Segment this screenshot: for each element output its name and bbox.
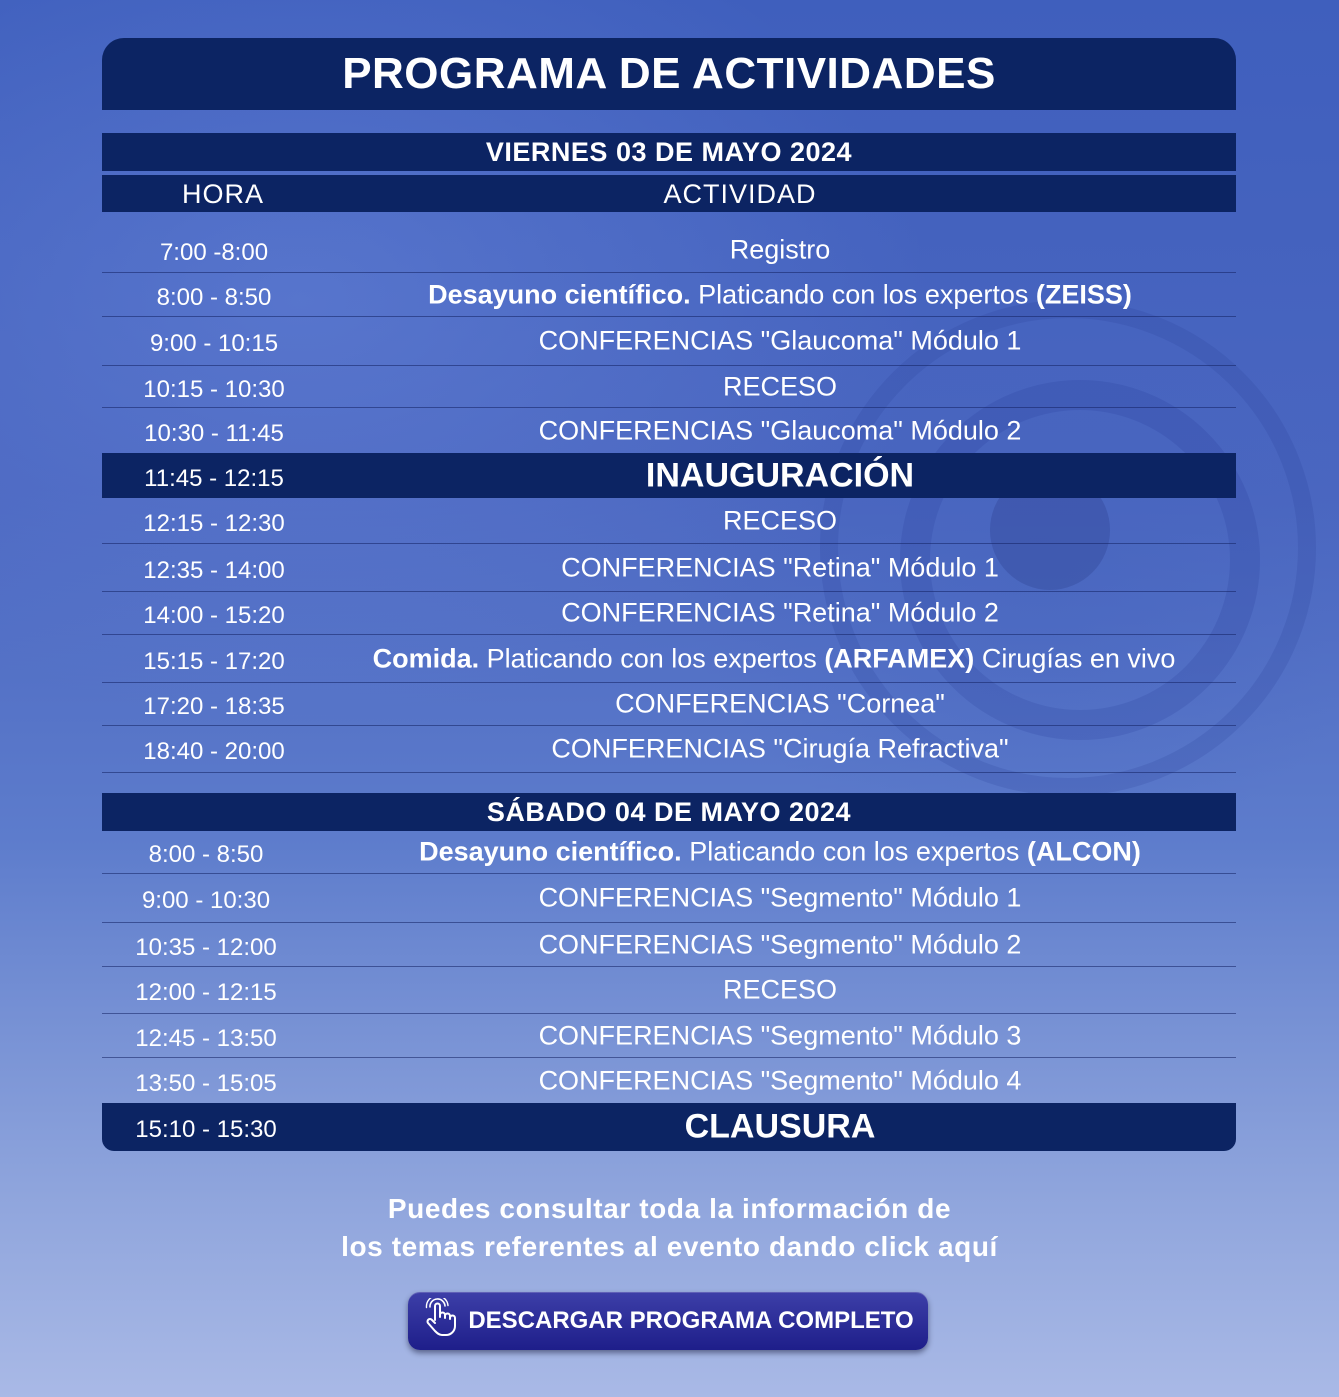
schedule-row-highlight bbox=[102, 1103, 1236, 1151]
schedule-row bbox=[102, 408, 1236, 453]
row-activity: CONFERENCIAS "Segmento" Módulo 1 bbox=[538, 882, 1022, 913]
schedule-row bbox=[102, 683, 1236, 726]
row-activity: CONFERENCIAS "Segmento" Módulo 4 bbox=[538, 1065, 1022, 1095]
schedule-row bbox=[102, 831, 1236, 874]
schedule-row bbox=[102, 923, 1236, 967]
column-header bbox=[102, 175, 1236, 212]
row-time: 8:00 - 8:50 bbox=[148, 840, 264, 868]
schedule-row bbox=[102, 273, 1236, 317]
row-time: 9:00 - 10:15 bbox=[149, 329, 279, 357]
row-time: 12:45 - 13:50 bbox=[135, 1024, 277, 1052]
row-activity: CONFERENCIAS "Segmento" Módulo 3 bbox=[538, 1020, 1022, 1050]
schedule-row bbox=[102, 317, 1236, 366]
schedule-row bbox=[102, 499, 1236, 544]
row-time: 11:45 - 12:15 bbox=[144, 464, 284, 492]
row-time: 18:40 - 20:00 bbox=[143, 737, 285, 765]
schedule-row bbox=[102, 228, 1236, 273]
row-time: 10:15 - 10:30 bbox=[143, 375, 285, 403]
schedule-row bbox=[102, 726, 1236, 773]
schedule-row bbox=[102, 874, 1236, 923]
row-activity: Desayuno científico. Platicando con los expertos (ZEISS) bbox=[428, 279, 1132, 309]
schedule-row bbox=[102, 967, 1236, 1014]
row-time: 13:50 - 15:05 bbox=[135, 1069, 277, 1097]
day-heading-saturday: SÁBADO 04 DE MAYO 2024 bbox=[102, 793, 1236, 831]
row-time: 12:15 - 12:30 bbox=[143, 509, 285, 537]
page-title: PROGRAMA DE ACTIVIDADES bbox=[342, 49, 996, 98]
schedule-row bbox=[102, 592, 1236, 635]
row-time: 10:30 - 11:45 bbox=[144, 419, 284, 447]
schedule-row bbox=[102, 544, 1236, 592]
row-activity: CLAUSURA bbox=[684, 1107, 876, 1146]
row-activity: Registro bbox=[729, 234, 831, 265]
footer-text-line-1: Puedes consultar toda la información de bbox=[387, 1193, 952, 1224]
schedule-row bbox=[102, 635, 1236, 683]
row-activity: RECESO bbox=[722, 371, 838, 401]
row-activity: INAUGURACIÓN bbox=[645, 456, 915, 494]
schedule-row-highlight bbox=[102, 453, 1236, 498]
schedule-row bbox=[102, 1014, 1236, 1058]
download-program-button-label: DESCARGAR PROGRAMA COMPLETO bbox=[468, 1307, 914, 1334]
row-time: 10:35 - 12:00 bbox=[135, 933, 277, 961]
row-time: 12:00 - 12:15 bbox=[135, 978, 277, 1006]
row-time: 15:10 - 15:30 bbox=[135, 1115, 277, 1143]
row-time: 9:00 - 10:30 bbox=[141, 886, 271, 914]
row-time: 12:35 - 14:00 bbox=[143, 556, 285, 584]
row-activity: CONFERENCIAS "Glaucoma" Módulo 1 bbox=[538, 325, 1022, 356]
row-time: 17:20 - 18:35 bbox=[143, 692, 285, 720]
row-activity: CONFERENCIAS "Glaucoma" Módulo 2 bbox=[538, 415, 1022, 445]
row-time: 15:15 - 17:20 bbox=[143, 647, 285, 675]
row-activity: Desayuno científico. Platicando con los expertos (ALCON) bbox=[419, 836, 1141, 867]
row-activity: CONFERENCIAS "Retina" Módulo 1 bbox=[561, 552, 999, 582]
row-activity: CONFERENCIAS "Cornea" bbox=[615, 688, 945, 719]
row-activity: RECESO bbox=[722, 974, 838, 1005]
row-activity: RECESO bbox=[722, 505, 838, 536]
row-time: 7:00 -8:00 bbox=[159, 238, 269, 266]
day-heading-friday: VIERNES 03 DE MAYO 2024 bbox=[102, 133, 1236, 171]
column-header-actividad: ACTIVIDAD bbox=[663, 179, 817, 209]
row-activity: Comida. Platicando con los expertos (ARFAMEX) Cirugías en vivo bbox=[372, 643, 1176, 673]
row-time: 8:00 - 8:50 bbox=[156, 283, 272, 311]
column-header-hora: HORA bbox=[181, 179, 264, 209]
footer-text-line-2: los temas referentes al evento dando click aquí bbox=[341, 1231, 998, 1262]
row-time: 14:00 - 15:20 bbox=[143, 601, 285, 629]
download-program-button[interactable] bbox=[408, 1292, 928, 1350]
row-activity: CONFERENCIAS "Segmento" Módulo 2 bbox=[538, 929, 1022, 959]
title-banner bbox=[102, 38, 1236, 110]
hand-pointer-icon bbox=[422, 1298, 458, 1345]
schedule-row bbox=[102, 1058, 1236, 1103]
schedule-row bbox=[102, 366, 1236, 408]
row-activity: CONFERENCIAS "Cirugía Refractiva" bbox=[551, 733, 1009, 764]
row-activity: CONFERENCIAS "Retina" Módulo 2 bbox=[561, 597, 999, 628]
